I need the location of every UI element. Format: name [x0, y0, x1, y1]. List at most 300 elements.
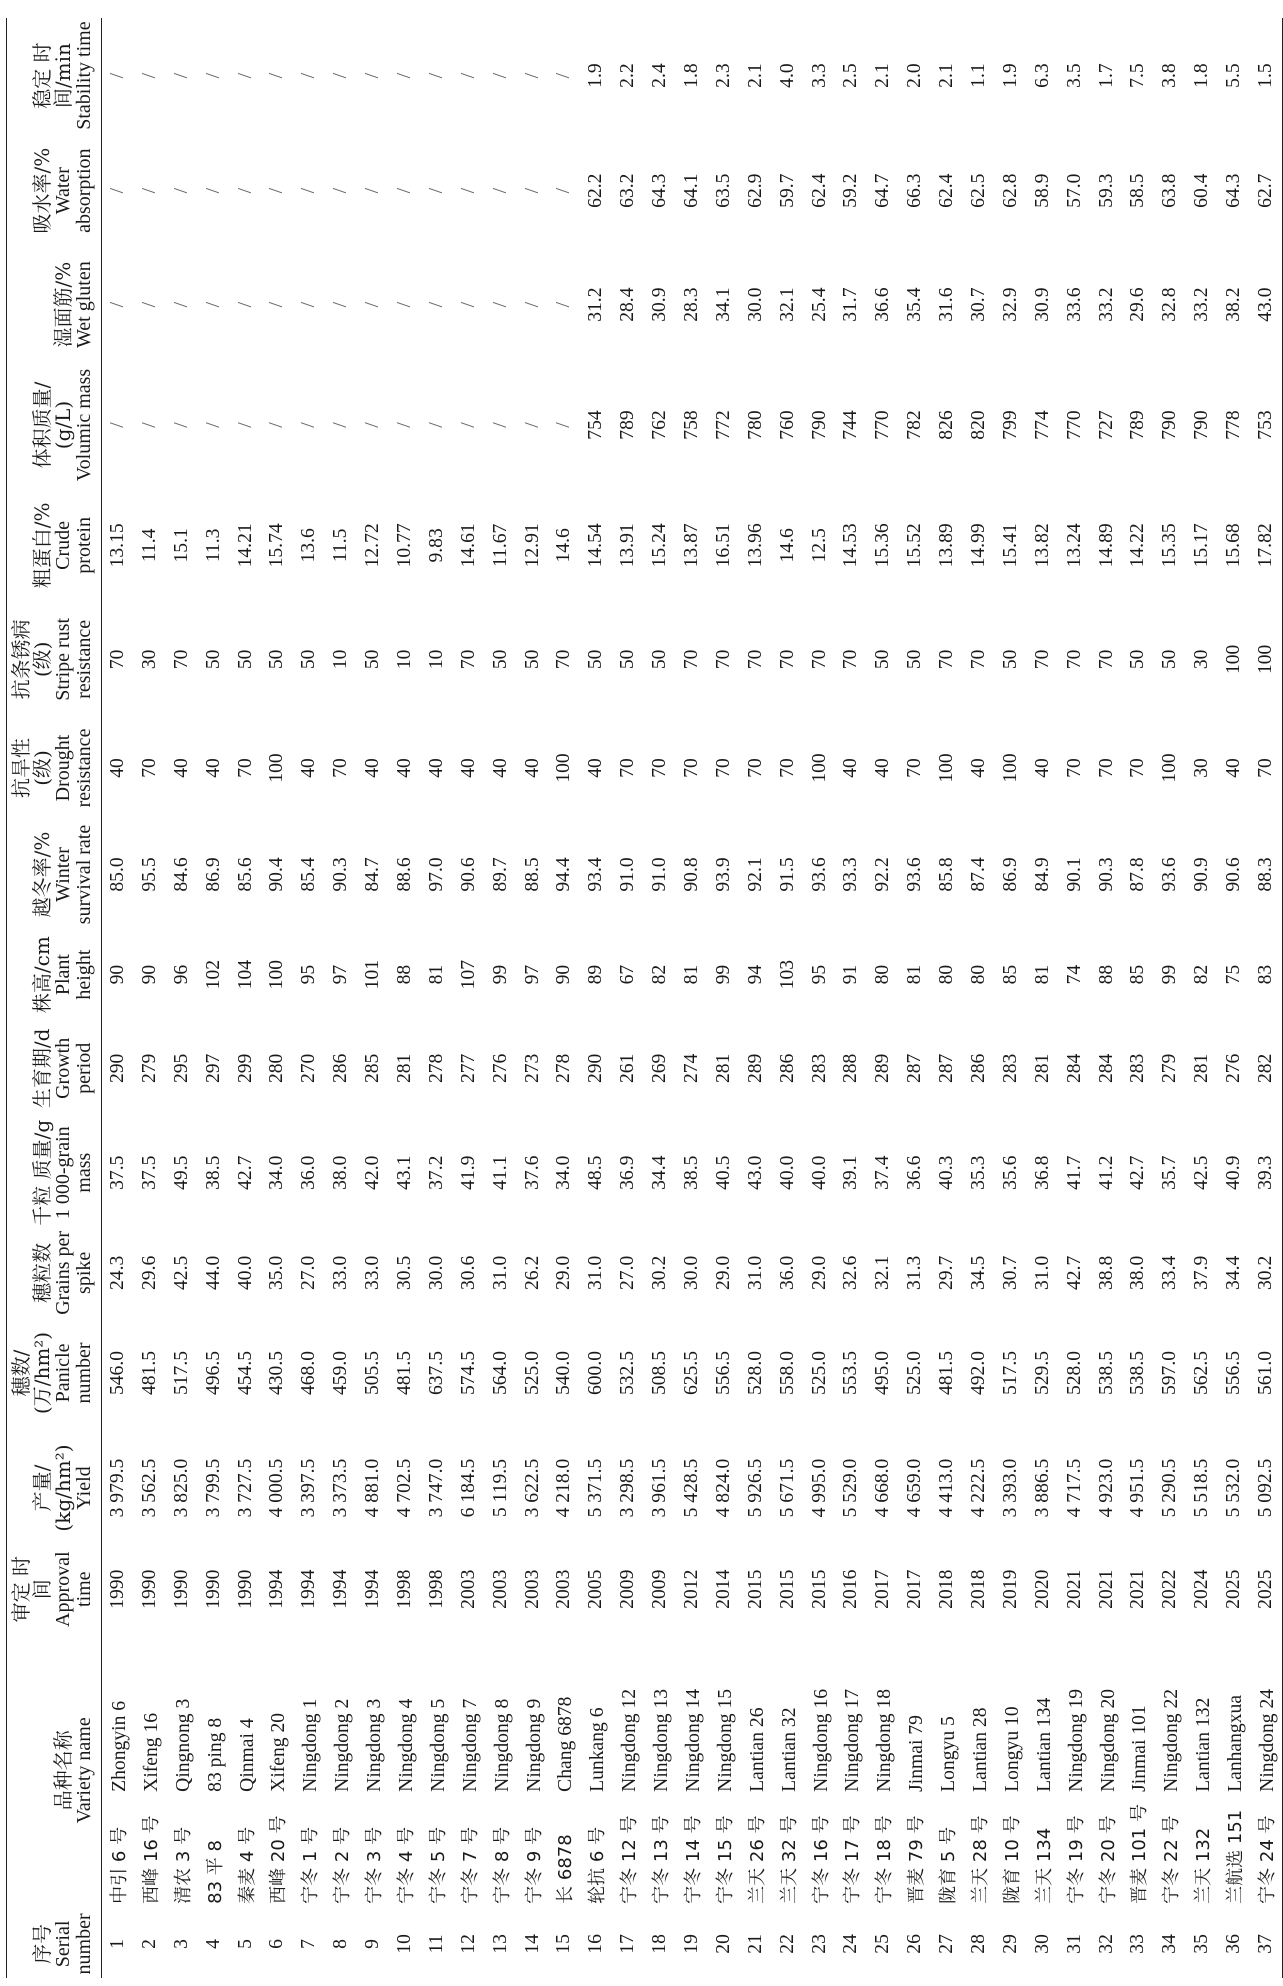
- variety-name-cell: [134, 1631, 166, 1910]
- value-cell: 34.5: [967, 1255, 989, 1291]
- table-row: [485, 18, 517, 1978]
- value-cell: 758: [680, 410, 702, 440]
- value-cell: 4 659.0: [904, 1458, 926, 1518]
- value-cell: 1990: [234, 1569, 256, 1609]
- column-header: [7, 18, 102, 133]
- value-cell: 33.0: [330, 1255, 352, 1291]
- value-cell: 99: [712, 964, 734, 985]
- variety-name-en: Qingnong 3: [172, 1698, 194, 1792]
- value-cell: 6.3: [1031, 63, 1053, 88]
- value-cell: /: [489, 422, 511, 428]
- variety-name-zh: 宁冬 18 号: [874, 1815, 896, 1904]
- value-cell: 468.0: [298, 1350, 320, 1396]
- value-cell: 295: [170, 1053, 192, 1084]
- value-cell: 93.4: [585, 857, 607, 892]
- value-cell: 90: [106, 964, 128, 985]
- table-row: [357, 18, 389, 1978]
- value-cell: 42.5: [1191, 1155, 1213, 1190]
- value-cell: 33.2: [1191, 287, 1213, 322]
- variety-name-zh: 秦麦 4 号: [236, 1826, 258, 1904]
- value-cell: 625.5: [680, 1350, 702, 1396]
- table-row: [740, 18, 772, 1978]
- value-cell: 3 622.5: [521, 1458, 543, 1518]
- value-cell: 50: [521, 649, 543, 670]
- value-cell: 30: [138, 649, 160, 670]
- value-cell: 2009: [617, 1569, 639, 1609]
- value-cell: 2009: [649, 1569, 671, 1609]
- value-cell: 2003: [457, 1569, 479, 1609]
- value-cell: 90.4: [266, 857, 288, 892]
- value-cell: 42.5: [170, 1255, 192, 1291]
- value-cell: 14.89: [1095, 523, 1117, 568]
- serial-cell: 5: [234, 1939, 256, 1949]
- value-cell: 2003: [521, 1569, 543, 1609]
- value-cell: 30: [1191, 649, 1213, 670]
- value-cell: 5 518.5: [1191, 1458, 1213, 1518]
- serial-cell: 27: [936, 1934, 958, 1954]
- value-cell: 70: [649, 758, 671, 778]
- value-cell: /: [362, 301, 384, 308]
- value-cell: 50: [362, 649, 384, 670]
- value-cell: /: [521, 187, 543, 194]
- value-cell: 15.68: [1223, 523, 1245, 568]
- value-cell: 281: [393, 1053, 415, 1084]
- value-cell: 87.8: [1127, 857, 1149, 892]
- serial-cell: 12: [457, 1934, 479, 1954]
- variety-name-zh: 宁冬 16 号: [810, 1815, 832, 1904]
- value-cell: 10.77: [393, 523, 415, 568]
- value-cell: 93.3: [840, 857, 862, 892]
- value-cell: 70: [1063, 758, 1085, 778]
- variety-name-cell: [357, 1631, 389, 1910]
- variety-name-cell: [644, 1631, 676, 1910]
- value-cell: 95.5: [138, 857, 160, 892]
- value-cell: 3 961.5: [649, 1458, 671, 1518]
- variety-name-cell: [166, 1631, 198, 1910]
- value-cell: 529.5: [1031, 1350, 1053, 1396]
- value-cell: 2022: [1159, 1569, 1181, 1609]
- value-cell: /: [489, 301, 511, 308]
- serial-cell: 15: [553, 1934, 575, 1954]
- value-cell: 40.3: [936, 1155, 958, 1190]
- value-cell: 95: [298, 964, 320, 985]
- column-header-en: Stability time: [73, 21, 95, 130]
- serial-cell: 35: [1191, 1934, 1213, 1954]
- column-header-zh: 稳定 时间/min: [30, 42, 75, 109]
- value-cell: 40: [967, 758, 989, 778]
- column-header-en: Yield: [73, 1466, 95, 1510]
- table-header: [7, 18, 102, 1978]
- value-cell: 90.6: [1223, 857, 1245, 892]
- variety-name-zh: 宁冬 7 号: [459, 1826, 481, 1904]
- value-cell: 290: [106, 1053, 128, 1084]
- value-cell: 14.22: [1127, 523, 1149, 568]
- value-cell: 50: [904, 649, 926, 670]
- value-cell: 88.3: [1250, 819, 1282, 930]
- value-cell: 27.0: [617, 1255, 639, 1291]
- value-cell: 277: [457, 1053, 479, 1084]
- serial-cell: 25: [872, 1934, 894, 1954]
- table-row: [676, 18, 708, 1978]
- value-cell: 1.7: [1095, 63, 1117, 88]
- value-cell: 30.9: [1031, 287, 1053, 322]
- value-cell: 564.0: [489, 1350, 511, 1396]
- variety-name-cell: [1154, 1631, 1186, 1910]
- table-row: [230, 18, 262, 1978]
- value-cell: 4 923.0: [1095, 1458, 1117, 1518]
- value-cell: 3 562.5: [138, 1458, 160, 1518]
- value-cell: 13.15: [106, 523, 128, 568]
- variety-name-en: Ningdong 5: [427, 1698, 449, 1792]
- variety-name-zh: 宁冬 1 号: [300, 1826, 322, 1904]
- column-header-zh: 生育期/d: [30, 1028, 54, 1109]
- value-cell: 40: [489, 758, 511, 778]
- variety-name-en: Ningdong 20: [1097, 1688, 1119, 1792]
- value-cell: 62.5: [967, 173, 989, 208]
- column-header-en: Grains per spike: [52, 1230, 95, 1315]
- value-cell: 70: [617, 758, 639, 778]
- variety-name-cell: [389, 1631, 421, 1910]
- value-cell: 4 218.0: [553, 1458, 575, 1518]
- value-cell: /: [202, 301, 224, 308]
- value-cell: 94.4: [553, 857, 575, 892]
- table-row: [772, 18, 804, 1978]
- value-cell: 2.4: [649, 63, 671, 88]
- value-cell: 70: [776, 649, 798, 670]
- value-cell: 42.0: [362, 1155, 384, 1190]
- value-cell: 62.4: [808, 173, 830, 208]
- value-cell: 90.9: [1191, 857, 1213, 892]
- value-cell: 2017: [904, 1569, 926, 1609]
- value-cell: 40.5: [712, 1155, 734, 1190]
- value-cell: 42.7: [1127, 1155, 1149, 1190]
- column-header: [7, 1910, 102, 1978]
- variety-name-cell: [867, 1631, 899, 1910]
- value-cell: 279: [138, 1053, 160, 1084]
- value-cell: 3 799.5: [202, 1458, 224, 1518]
- value-cell: 12.91: [521, 523, 543, 568]
- value-cell: 481.5: [138, 1350, 160, 1396]
- column-header-zh: 越冬率/%: [30, 831, 54, 918]
- value-cell: 820: [967, 410, 989, 440]
- table-row: [293, 18, 325, 1978]
- value-cell: 281: [1031, 1053, 1053, 1084]
- value-cell: 64.3: [649, 173, 671, 208]
- value-cell: 64.3: [1223, 173, 1245, 208]
- value-cell: 287: [936, 1053, 958, 1084]
- column-header: [7, 602, 102, 717]
- value-cell: 85.8: [936, 857, 958, 892]
- column-header: [7, 1019, 102, 1117]
- column-header-en: Winter survival rate: [52, 824, 95, 925]
- variety-name-en: Lantian 134: [1033, 1697, 1055, 1792]
- value-cell: 2021: [1063, 1569, 1085, 1609]
- variety-name-en: Ningdong 19: [1065, 1688, 1087, 1792]
- column-header-zh: 穗数/ (万/hm²): [9, 1331, 54, 1415]
- value-cell: 2018: [936, 1569, 958, 1609]
- value-cell: 4 222.5: [967, 1458, 989, 1518]
- value-cell: 93.6: [808, 857, 830, 892]
- value-cell: 50: [489, 649, 511, 670]
- value-cell: /: [489, 187, 511, 194]
- value-cell: 3 373.5: [330, 1458, 352, 1518]
- variety-name-cell: [421, 1631, 453, 1910]
- value-cell: 288: [840, 1053, 862, 1084]
- value-cell: 33.0: [362, 1255, 384, 1291]
- value-cell: 289: [872, 1053, 894, 1084]
- variety-name-cell: [740, 1631, 772, 1910]
- value-cell: 525.0: [521, 1350, 543, 1396]
- value-cell: 86.9: [202, 857, 224, 892]
- value-cell: 90: [138, 964, 160, 985]
- value-cell: 90.3: [330, 857, 352, 892]
- value-cell: 85.4: [298, 857, 320, 892]
- value-cell: 790: [1191, 410, 1213, 440]
- value-cell: 517.5: [170, 1350, 192, 1396]
- value-cell: /: [393, 187, 415, 194]
- value-cell: 760: [776, 410, 798, 440]
- value-cell: 57.0: [1063, 173, 1085, 208]
- variety-name-zh: 宁冬 4 号: [395, 1826, 417, 1904]
- table-row: [134, 18, 166, 1978]
- value-cell: 1.9: [999, 63, 1021, 88]
- value-cell: 3 747.0: [425, 1458, 447, 1518]
- variety-name-en: Ningdong 4: [395, 1698, 417, 1792]
- value-cell: 1.8: [1191, 63, 1213, 88]
- value-cell: 2015: [744, 1569, 766, 1609]
- value-cell: 26.2: [521, 1255, 543, 1291]
- value-cell: 30.2: [649, 1255, 671, 1291]
- value-cell: 10: [330, 649, 352, 670]
- value-cell: 80: [936, 964, 958, 985]
- value-cell: 276: [489, 1053, 511, 1084]
- value-cell: 11.4: [138, 528, 160, 563]
- value-cell: 100: [266, 753, 288, 783]
- value-cell: 283: [808, 1053, 830, 1084]
- value-cell: /: [393, 72, 415, 79]
- value-cell: 4 881.0: [362, 1458, 384, 1518]
- variety-name-en: Ningdong 15: [714, 1688, 736, 1792]
- value-cell: 75: [1223, 964, 1245, 985]
- value-cell: 82: [649, 964, 671, 985]
- value-cell: 2.5: [840, 63, 862, 88]
- variety-name-zh: 兰天 32 号: [778, 1815, 800, 1904]
- value-cell: 2016: [840, 1569, 862, 1609]
- value-cell: 790: [808, 410, 830, 440]
- column-header: [7, 1228, 102, 1317]
- value-cell: 107: [457, 959, 479, 990]
- value-cell: 286: [967, 1053, 989, 1084]
- value-cell: 274: [680, 1053, 702, 1084]
- serial-cell: 2: [138, 1939, 160, 1949]
- value-cell: 31.0: [1031, 1255, 1053, 1291]
- value-cell: 782: [904, 410, 926, 440]
- serial-cell: 14: [521, 1934, 543, 1954]
- value-cell: 70: [1031, 649, 1053, 670]
- value-cell: 7.5: [1127, 63, 1149, 88]
- value-cell: 5.5: [1223, 63, 1245, 88]
- value-cell: 459.0: [330, 1350, 352, 1396]
- value-cell: 50: [999, 649, 1021, 670]
- value-cell: /: [106, 187, 128, 194]
- serial-cell: 17: [617, 1934, 639, 1954]
- value-cell: /: [425, 187, 447, 194]
- value-cell: 39.3: [1250, 1117, 1282, 1228]
- variety-name-zh: 宁冬 8 号: [491, 1826, 513, 1904]
- column-header: [7, 819, 102, 930]
- value-cell: 100: [936, 753, 958, 783]
- value-cell: /: [330, 72, 352, 79]
- value-cell: 70: [744, 649, 766, 670]
- value-cell: 1998: [425, 1569, 447, 1609]
- variety-name-zh: 兰天 26 号: [746, 1815, 768, 1904]
- variety-name-zh: 宁冬 22 号: [1161, 1815, 1183, 1904]
- variety-name-zh: 宁冬 19 号: [1065, 1815, 1087, 1904]
- value-cell: /: [202, 422, 224, 428]
- value-cell: 40: [457, 758, 479, 778]
- value-cell: 279: [1159, 1053, 1181, 1084]
- variety-name-zh: 宁冬 9 号: [523, 1826, 545, 1904]
- value-cell: 24.3: [106, 1255, 128, 1291]
- value-cell: 35.0: [266, 1255, 288, 1291]
- variety-name-en: Ningdong 7: [459, 1698, 481, 1792]
- value-cell: 505.5: [362, 1350, 384, 1396]
- value-cell: /: [298, 422, 320, 428]
- variety-name-zh: 宁冬 13 号: [651, 1815, 673, 1904]
- table-row: [1154, 18, 1186, 1978]
- value-cell: 774: [1031, 410, 1053, 440]
- serial-cell: 30: [1031, 1934, 1053, 1954]
- value-cell: /: [138, 422, 160, 428]
- variety-name-en: Lanhangxua: [1225, 1694, 1247, 1792]
- variety-name-cell: [230, 1631, 262, 1910]
- value-cell: 43.0: [744, 1155, 766, 1190]
- value-cell: 285: [362, 1053, 384, 1084]
- value-cell: 58.9: [1031, 173, 1053, 208]
- variety-name-en: Lantian 26: [746, 1707, 768, 1792]
- variety-name-cell: [325, 1631, 357, 1910]
- table-row: [389, 18, 421, 1978]
- column-header-en: Volumic mass: [73, 368, 95, 482]
- variety-name-en: Zhongyin 6: [108, 1700, 130, 1792]
- variety-name-cell: [612, 1631, 644, 1910]
- value-cell: 93.6: [904, 857, 926, 892]
- value-cell: 790: [1159, 410, 1181, 440]
- value-cell: 276: [1223, 1053, 1245, 1084]
- serial-cell: 16: [585, 1934, 607, 1954]
- value-cell: 508.5: [649, 1350, 671, 1396]
- serial-cell: 28: [967, 1934, 989, 1954]
- value-cell: 70: [808, 649, 830, 670]
- table-body: [102, 18, 1283, 1978]
- value-cell: 58.5: [1127, 173, 1149, 208]
- variety-name-en: Ningdong 14: [682, 1688, 704, 1792]
- table-row: [517, 18, 549, 1978]
- value-cell: 5 428.5: [680, 1458, 702, 1518]
- value-cell: 50: [234, 649, 256, 670]
- value-cell: 14.99: [967, 523, 989, 568]
- value-cell: 62.4: [936, 173, 958, 208]
- table-row: [931, 18, 963, 1978]
- value-cell: 36.9: [617, 1155, 639, 1190]
- value-cell: 29.7: [936, 1255, 958, 1291]
- table-row: [1250, 18, 1282, 1978]
- serial-cell: 6: [266, 1939, 288, 1949]
- value-cell: 5 371.5: [585, 1458, 607, 1518]
- column-header-zh: 抗旱性 (级): [9, 737, 54, 798]
- value-cell: /: [521, 301, 543, 308]
- serial-cell: 8: [330, 1939, 352, 1949]
- value-cell: 36.0: [776, 1255, 798, 1291]
- value-cell: 6 184.5: [457, 1458, 479, 1518]
- value-cell: 29.0: [808, 1255, 830, 1291]
- variety-name-zh: 宁冬 15 号: [714, 1815, 736, 1904]
- value-cell: 84.6: [170, 857, 192, 892]
- value-cell: 3 397.5: [298, 1458, 320, 1518]
- table-row: [612, 18, 644, 1978]
- variety-name-cell: [995, 1631, 1027, 1910]
- value-cell: 99: [1159, 964, 1181, 985]
- value-cell: 36.6: [904, 1155, 926, 1190]
- value-cell: 2015: [808, 1569, 830, 1609]
- value-cell: 13.89: [936, 523, 958, 568]
- value-cell: 637.5: [425, 1350, 447, 1396]
- value-cell: 553.5: [840, 1350, 862, 1396]
- value-cell: 92.2: [872, 857, 894, 892]
- value-cell: 31.7: [840, 287, 862, 322]
- table-row: [580, 18, 612, 1978]
- variety-name-en: Lunkang 6: [587, 1707, 609, 1792]
- variety-name-zh: 长 6878: [555, 1834, 577, 1904]
- value-cell: 33.6: [1063, 287, 1085, 322]
- value-cell: 40: [298, 758, 320, 778]
- value-cell: 36.8: [1031, 1155, 1053, 1190]
- value-cell: /: [138, 72, 160, 79]
- value-cell: 92.1: [744, 857, 766, 892]
- value-cell: 33.4: [1159, 1255, 1181, 1291]
- variety-name-en: Lantian 132: [1193, 1697, 1215, 1792]
- value-cell: 70: [138, 758, 160, 778]
- value-cell: 32.9: [999, 287, 1021, 322]
- value-cell: 2021: [1127, 1569, 1149, 1609]
- column-header-en: Wet gluten: [73, 261, 95, 348]
- variety-name-cell: [198, 1631, 230, 1910]
- value-cell: 96: [170, 964, 192, 985]
- value-cell: 2015: [776, 1569, 798, 1609]
- value-cell: /: [266, 72, 288, 79]
- value-cell: 31.0: [744, 1255, 766, 1291]
- value-cell: 4 824.0: [712, 1458, 734, 1518]
- value-cell: 495.0: [872, 1350, 894, 1396]
- value-cell: 95: [808, 964, 830, 985]
- table-row: [1186, 18, 1218, 1978]
- variety-name-en: Xifeng 16: [140, 1712, 162, 1792]
- column-header-zh: 抗条锈病 (级): [9, 619, 54, 700]
- value-cell: /: [266, 301, 288, 308]
- value-cell: 15.35: [1159, 523, 1181, 568]
- value-cell: 1990: [106, 1569, 128, 1609]
- value-cell: 101: [362, 959, 384, 990]
- value-cell: 38.5: [680, 1155, 702, 1190]
- value-cell: /: [393, 422, 415, 428]
- value-cell: 89: [585, 964, 607, 985]
- value-cell: /: [234, 187, 256, 194]
- value-cell: 29.6: [138, 1255, 160, 1291]
- value-cell: 94: [744, 964, 766, 985]
- value-cell: 574.5: [457, 1350, 479, 1396]
- value-cell: 11.5: [330, 528, 352, 563]
- variety-name-en: Ningdong 13: [651, 1688, 673, 1792]
